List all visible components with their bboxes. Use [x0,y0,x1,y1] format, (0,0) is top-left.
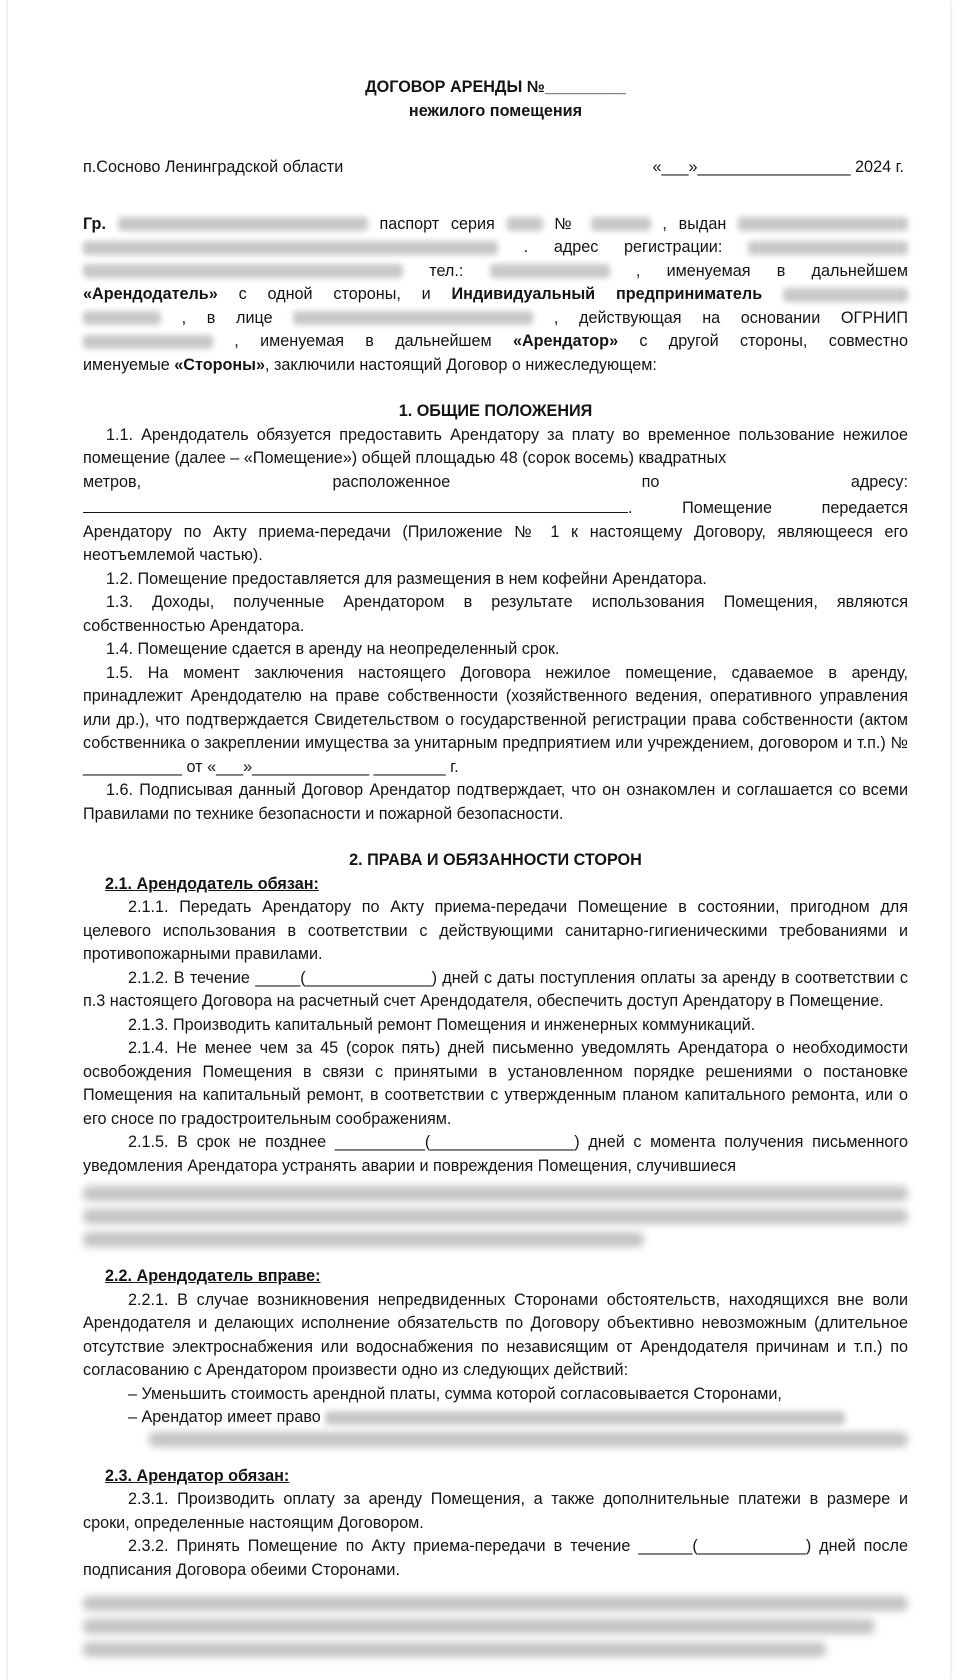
landlord-term: «Арендодатель» [83,285,218,303]
clause-1-1d: Арендатору по Акту приема-передачи (Приложение № 1 к настоящему Договору, являющееся его неотъемлемой частью). [83,522,908,564]
redacted-ogrnip [83,335,213,349]
dash-item-1: – Уменьшить стоимость арендной платы, сумма которой согласовывается Сторонами, [128,1384,782,1403]
document-subtitle: нежилого помещения [408,101,583,120]
redacted-text-block-1 [83,1186,908,1247]
issued-label: , выдан [662,214,727,233]
clause-1-1b: метров, расположенное по адресу: [83,472,908,491]
other-side-text: с другой стороны, совместно [639,332,908,350]
place: п.Сосново Ленинградской области [83,158,344,176]
clause-1-5: 1.5. На момент заключения настоящего Договора нежилое помещение, сдаваемое в аренду, принадлежит Арендодателю на праве собственности (хозяйственного ведения, оперативного управления или др.), что подтверждается Свидетельством о государственной регистрации права собственности (актом собственника о закреплении имущества за унитарным предприятием или учреждением, договором и т.п.) № ___________ от «___»_____________ ________ г. [83,663,908,776]
clause-2-1-4: 2.1.4. Не менее чем за 45 (сорок пять) дней письменно уведомлять Арендатора о необходимости освобождения Помещения в связи с принятыми в установленном порядке решениями о постановке Помещения на капитальный ремонт, в соответствии с утвержденным планом капитального ремонта, или о его сносе по градостроительным соображениям. [83,1039,908,1128]
gr-label: Гр. [83,214,106,233]
in-face-text: , в лице [181,308,273,327]
subsection-2-3-heading [83,1465,908,1489]
number-label: № [554,214,579,233]
dash-item-2: – Арендатор имеет право [128,1408,321,1426]
subsection-2-1-heading [83,873,908,897]
document-title: ДОГОВОР АРЕНДЫ №_________ [365,78,626,96]
redacted-address [748,241,908,255]
parties-paragraph [83,213,908,378]
contract-date: «___»_________________ 2024 г. [652,158,904,176]
clause-2-1-1: 2.1.1. Передать Арендатору по Акту приема-передачи Помещение в состоянии, пригодном для целевого использования в соответствии с действующими санитарно-гигиеническими требованиями и противопожарными правилами. [83,898,908,963]
place-date-line [83,156,908,180]
redacted-text-block-3 [83,1596,908,1657]
redacted-address-cont [83,264,403,278]
clause-1-4: 1.4. Помещение сдается в аренду на неопределенный срок. [106,640,560,658]
clause-2-2-1: 2.2.1. В случае возникновения непредвиденных Сторонами обстоятельств, находящихся вне воли Арендодателя и делающих исполнение обязательств по Договору объективно невозможным (длительное отсутствие электроснабжения или водоснабжения по независящим от Арендодателя причинам и т.п.) по согласованию с Арендатором произвести одно из следующих действий: [83,1290,908,1379]
sides-term: «Стороны» [174,355,265,374]
redacted-representative [293,311,533,325]
tenant-term: «Арендатор» [512,332,619,350]
document-content [83,76,908,1665]
redacted-name [118,217,368,231]
redacted-phone [490,264,610,278]
clause-1-2: 1.2. Помещение предоставляется для размещения в нем кофейни Арендатора. [106,569,707,588]
clause-1-3: 1.3. Доходы, полученные Арендатором в результате использования Помещения, являются собственностью Арендатора. [83,593,908,635]
subsection-2-2-heading [83,1265,908,1289]
clause-1-1a: 1.1. Арендодатель обязуется предоставить Арендатору за плату во временное пользование нежилое помещение (далее – «Помещение») общей площадью 48 (сорок восемь) квадратных [83,425,908,467]
redacted-text-block-2 [83,1432,908,1447]
subsection-2-2-label: 2.2. Арендодатель вправе: [105,1267,321,1285]
tel-label: тел.: [429,261,464,280]
acting-text: , действующая на основании ОГРНИП [553,308,909,327]
document-page [8,0,950,1680]
one-side-text: с одной стороны, и [238,285,431,303]
clause-2-1-2: 2.1.2. В течение _____(______________) дней с даты поступления оплаты за аренду в соответствии с п.3 настоящего Договора на расчетный счет Арендодателя, обеспечить доступ Арендатору в Помещение. [83,968,908,1010]
passport-label: паспорт серия [379,214,495,233]
section-1-heading: 1. ОБЩИЕ ПОЛОЖЕНИЯ [398,402,593,420]
named-as-3: именуемые [83,355,170,374]
section-2-heading: 2. ПРАВА И ОБЯЗАННОСТИ СТОРОН [349,851,642,869]
redacted-issued-by-cont [83,241,498,255]
redacted-passport-number [591,217,651,231]
clause-2-1-3: 2.1.3. Производить капитальный ремонт Помещения и инженерных коммуникаций. [128,1015,756,1034]
clause-1-1c: . Помещение передается [628,499,908,517]
concluded-text: , заключили настоящий Договор о нижеследующем: [264,355,657,374]
dash-item-2-line [83,1406,908,1430]
address-label: . адрес регистрации: [523,238,723,256]
named-as-1: , именуемая в дальнейшем [635,261,908,280]
ip-term: Индивидуальный предприниматель [451,285,763,303]
clause-2-3-1: 2.3.1. Производить оплату за аренду Помещения, а также дополнительные платежи в размере и сроки, определенные настоящим Договором. [83,1490,908,1532]
redacted-ip-name [783,288,908,302]
redacted-passport-series [507,217,543,231]
clause-2-3-2: 2.3.2. Принять Помещение по Акту приема-передачи в течение ______(____________) дней после подписания Договора обеими Сторонами. [83,1537,908,1579]
named-as-2: , именуемая в дальнейшем [234,332,492,350]
redacted-ip-name-cont [83,311,161,325]
subsection-2-3-label: 2.3. Арендатор обязан: [105,1466,290,1485]
redacted-issued-by [738,217,908,231]
address-blank-line [83,494,628,513]
clause-1-1c-line [83,494,908,521]
subsection-2-1-label: 2.1. Арендодатель обязан: [105,874,319,893]
redacted-dash-item-2 [325,1411,845,1425]
clause-2-1-5: 2.1.5. В срок не позднее __________(________________) дней с момента получения письменного уведомления Арендатора устранять аварии и повреждения Помещения, случившиеся [83,1133,908,1175]
clause-1-6: 1.6. Подписывая данный Договор Арендатор подтверждает, что он ознакомлен и соглашается со всеми Правилами по технике безопасности и пожарной безопасности. [83,781,908,823]
